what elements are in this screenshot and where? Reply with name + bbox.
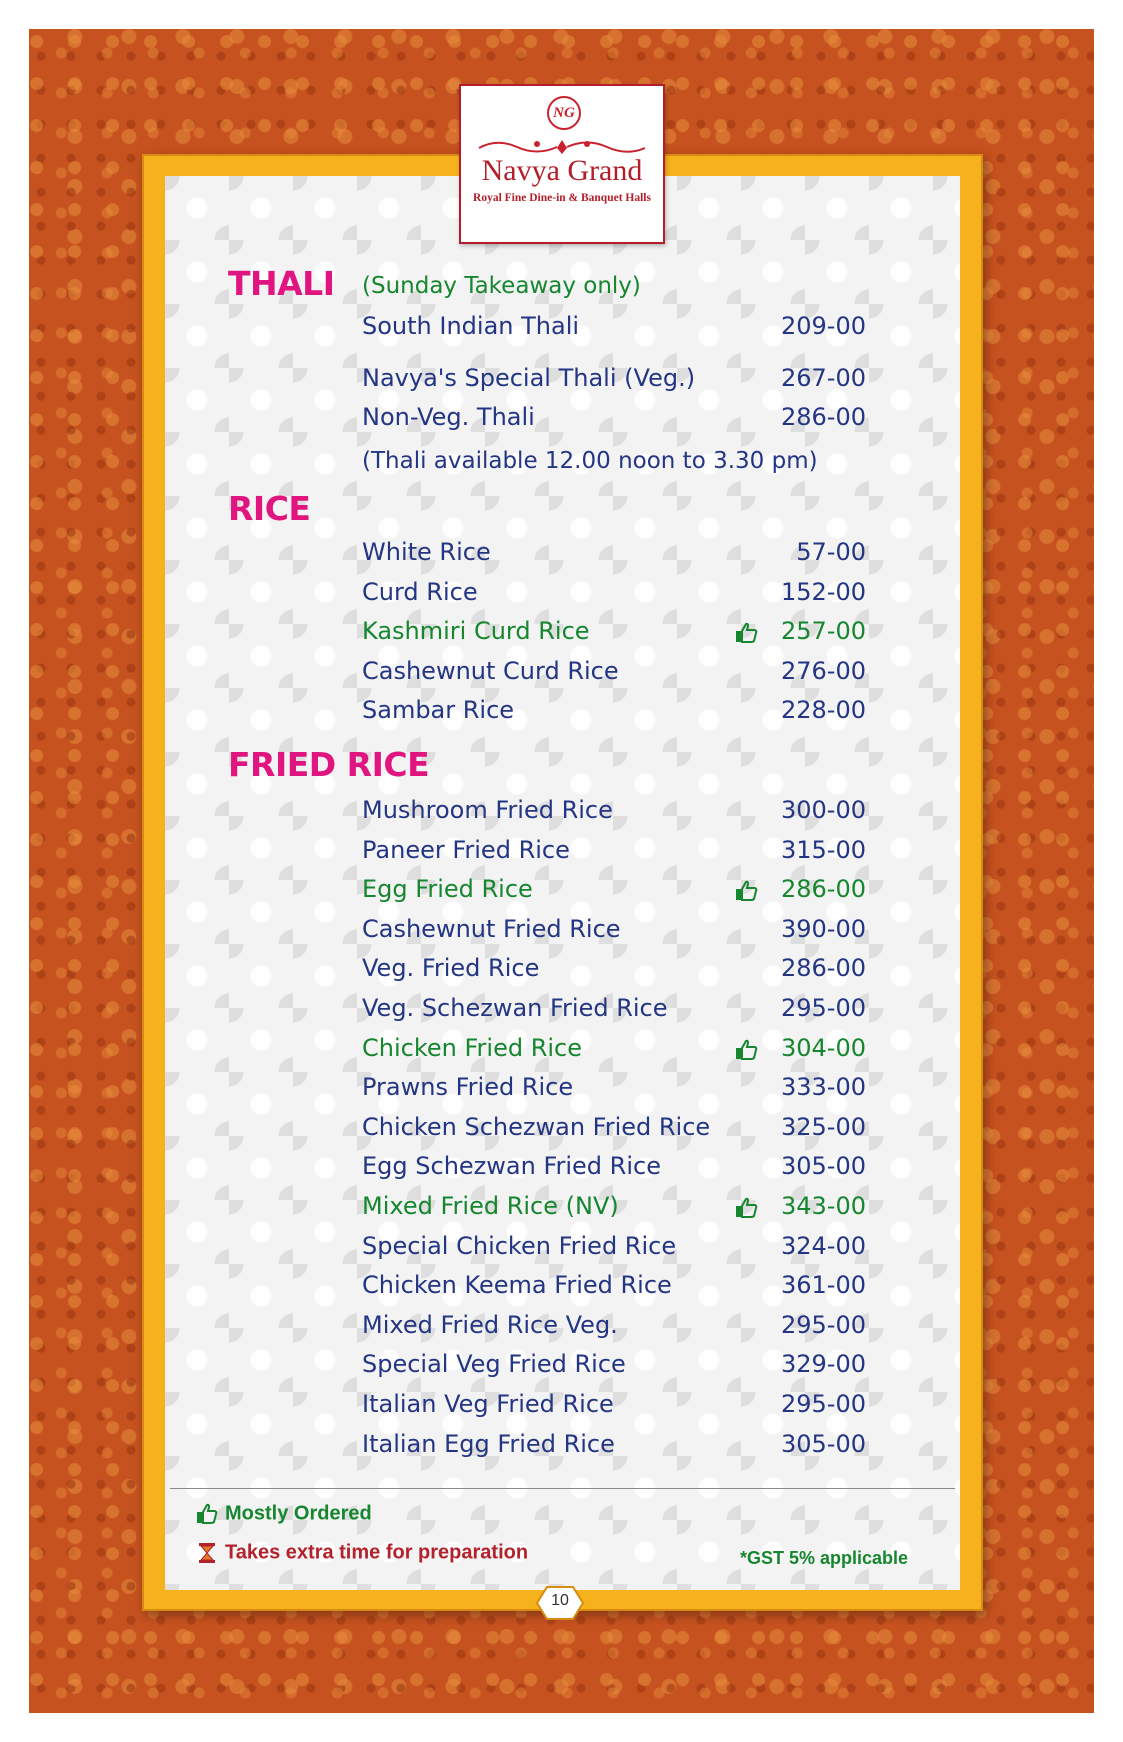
menu-item-price: 361-00: [780, 1271, 866, 1300]
menu-item-price: 304-00: [780, 1033, 866, 1062]
menu-item-name: Paneer Fried Rice: [362, 835, 570, 864]
menu-item-price: 305-00: [780, 1152, 866, 1181]
menu-item-price: 286-00: [780, 954, 866, 983]
menu-item-price: 257-00: [780, 617, 866, 645]
menu-item-price: 209-00: [780, 312, 866, 340]
thumbs-up-icon: [195, 1502, 219, 1526]
menu-item-name: White Rice: [362, 538, 491, 566]
menu-item-name: Mixed Fried Rice Veg.: [362, 1310, 618, 1339]
thumbs-up-icon: [734, 879, 760, 903]
menu-item-name: Special Chicken Fried Rice: [362, 1231, 677, 1260]
menu-item-name: Egg Schezwan Fried Rice: [362, 1152, 661, 1181]
menu-item-name: Chicken Keema Fried Rice: [362, 1271, 672, 1300]
thali-subheading: (Sunday Takeaway only): [362, 273, 641, 299]
section-heading-rice: RICE: [228, 489, 311, 528]
menu-item-name: Chicken Fried Rice: [362, 1033, 583, 1062]
menu-item-price: 329-00: [780, 1350, 866, 1379]
thumbs-up-icon: [734, 621, 760, 645]
monogram-badge: NG: [547, 96, 581, 130]
menu-item-price: 152-00: [780, 578, 866, 606]
menu-item-price: 343-00: [780, 1192, 866, 1220]
menu-item-price: 333-00: [780, 1073, 866, 1102]
thali-timing-note: (Thali available 12.00 noon to 3.30 pm): [362, 448, 818, 474]
menu-item-name: Special Veg Fried Rice: [362, 1350, 626, 1379]
menu-item-price: 228-00: [780, 696, 866, 724]
menu-item-name: South Indian Thali: [362, 312, 580, 340]
menu-item-name: Chicken Schezwan Fried Rice: [362, 1112, 711, 1141]
menu-item-name: Curd Rice: [362, 578, 478, 606]
menu-item-price: 305-00: [780, 1429, 866, 1458]
menu-item-name: Sambar Rice: [362, 696, 515, 724]
legend-mostly-ordered: [195, 1502, 372, 1526]
menu-item-name: Mushroom Fried Rice: [362, 796, 613, 824]
menu-item-price: 295-00: [780, 994, 866, 1022]
brand-name: Navya Grand: [481, 154, 643, 187]
menu-item-name: Kashmiri Curd Rice: [362, 617, 590, 645]
thumbs-up-icon: [734, 1038, 760, 1062]
menu-item-name: Navya's Special Thali (Veg.): [362, 364, 696, 392]
brand-tagline: Royal Fine Dine-in & Banquet Halls: [473, 192, 651, 204]
menu-item-name: Italian Egg Fried Rice: [362, 1429, 615, 1458]
menu-item-name: Mixed Fried Rice (NV): [362, 1192, 619, 1220]
thumbs-up-icon: [734, 1196, 760, 1220]
menu-item-price: 286-00: [780, 875, 866, 904]
menu-item-name: Cashewnut Fried Rice: [362, 914, 621, 943]
menu-item-name: Cashewnut Curd Rice: [362, 657, 619, 685]
legend-extra-time: [195, 1541, 528, 1565]
section-heading-thali: THALI: [228, 264, 335, 303]
page-number: 10: [551, 1592, 569, 1609]
menu-item-price: 300-00: [780, 796, 866, 824]
legend-extra-time-label: Takes extra time for preparation: [225, 1541, 529, 1564]
hourglass-icon: [195, 1541, 219, 1565]
menu-item-name: Veg. Schezwan Fried Rice: [362, 994, 668, 1022]
menu-item-name: Veg. Fried Rice: [362, 954, 540, 983]
menu-item-name: Egg Fried Rice: [362, 875, 533, 904]
menu-item-price: 267-00: [780, 364, 866, 392]
divider: [170, 1488, 955, 1489]
menu-item-name: Non-Veg. Thali: [362, 403, 535, 431]
menu-item-price: 315-00: [780, 835, 866, 864]
menu-item-price: 325-00: [780, 1112, 866, 1141]
menu-item-price: 295-00: [780, 1310, 866, 1339]
section-heading-fried-rice: FRIED RICE: [228, 745, 430, 784]
menu-item-price: 57-00: [796, 538, 866, 566]
menu-item-price: 324-00: [780, 1231, 866, 1260]
legend-mostly-ordered-label: Mostly Ordered: [225, 1502, 372, 1525]
menu-item-price: 390-00: [780, 914, 866, 943]
menu-item-name: Prawns Fried Rice: [362, 1073, 574, 1102]
menu-item-price: 295-00: [780, 1390, 866, 1418]
menu-item-name: Italian Veg Fried Rice: [362, 1390, 614, 1418]
gst-note: *GST 5% applicable: [740, 1548, 909, 1568]
brand-logo: [459, 84, 665, 244]
menu-item-price: 276-00: [780, 657, 866, 685]
menu-item-price: 286-00: [780, 403, 866, 431]
